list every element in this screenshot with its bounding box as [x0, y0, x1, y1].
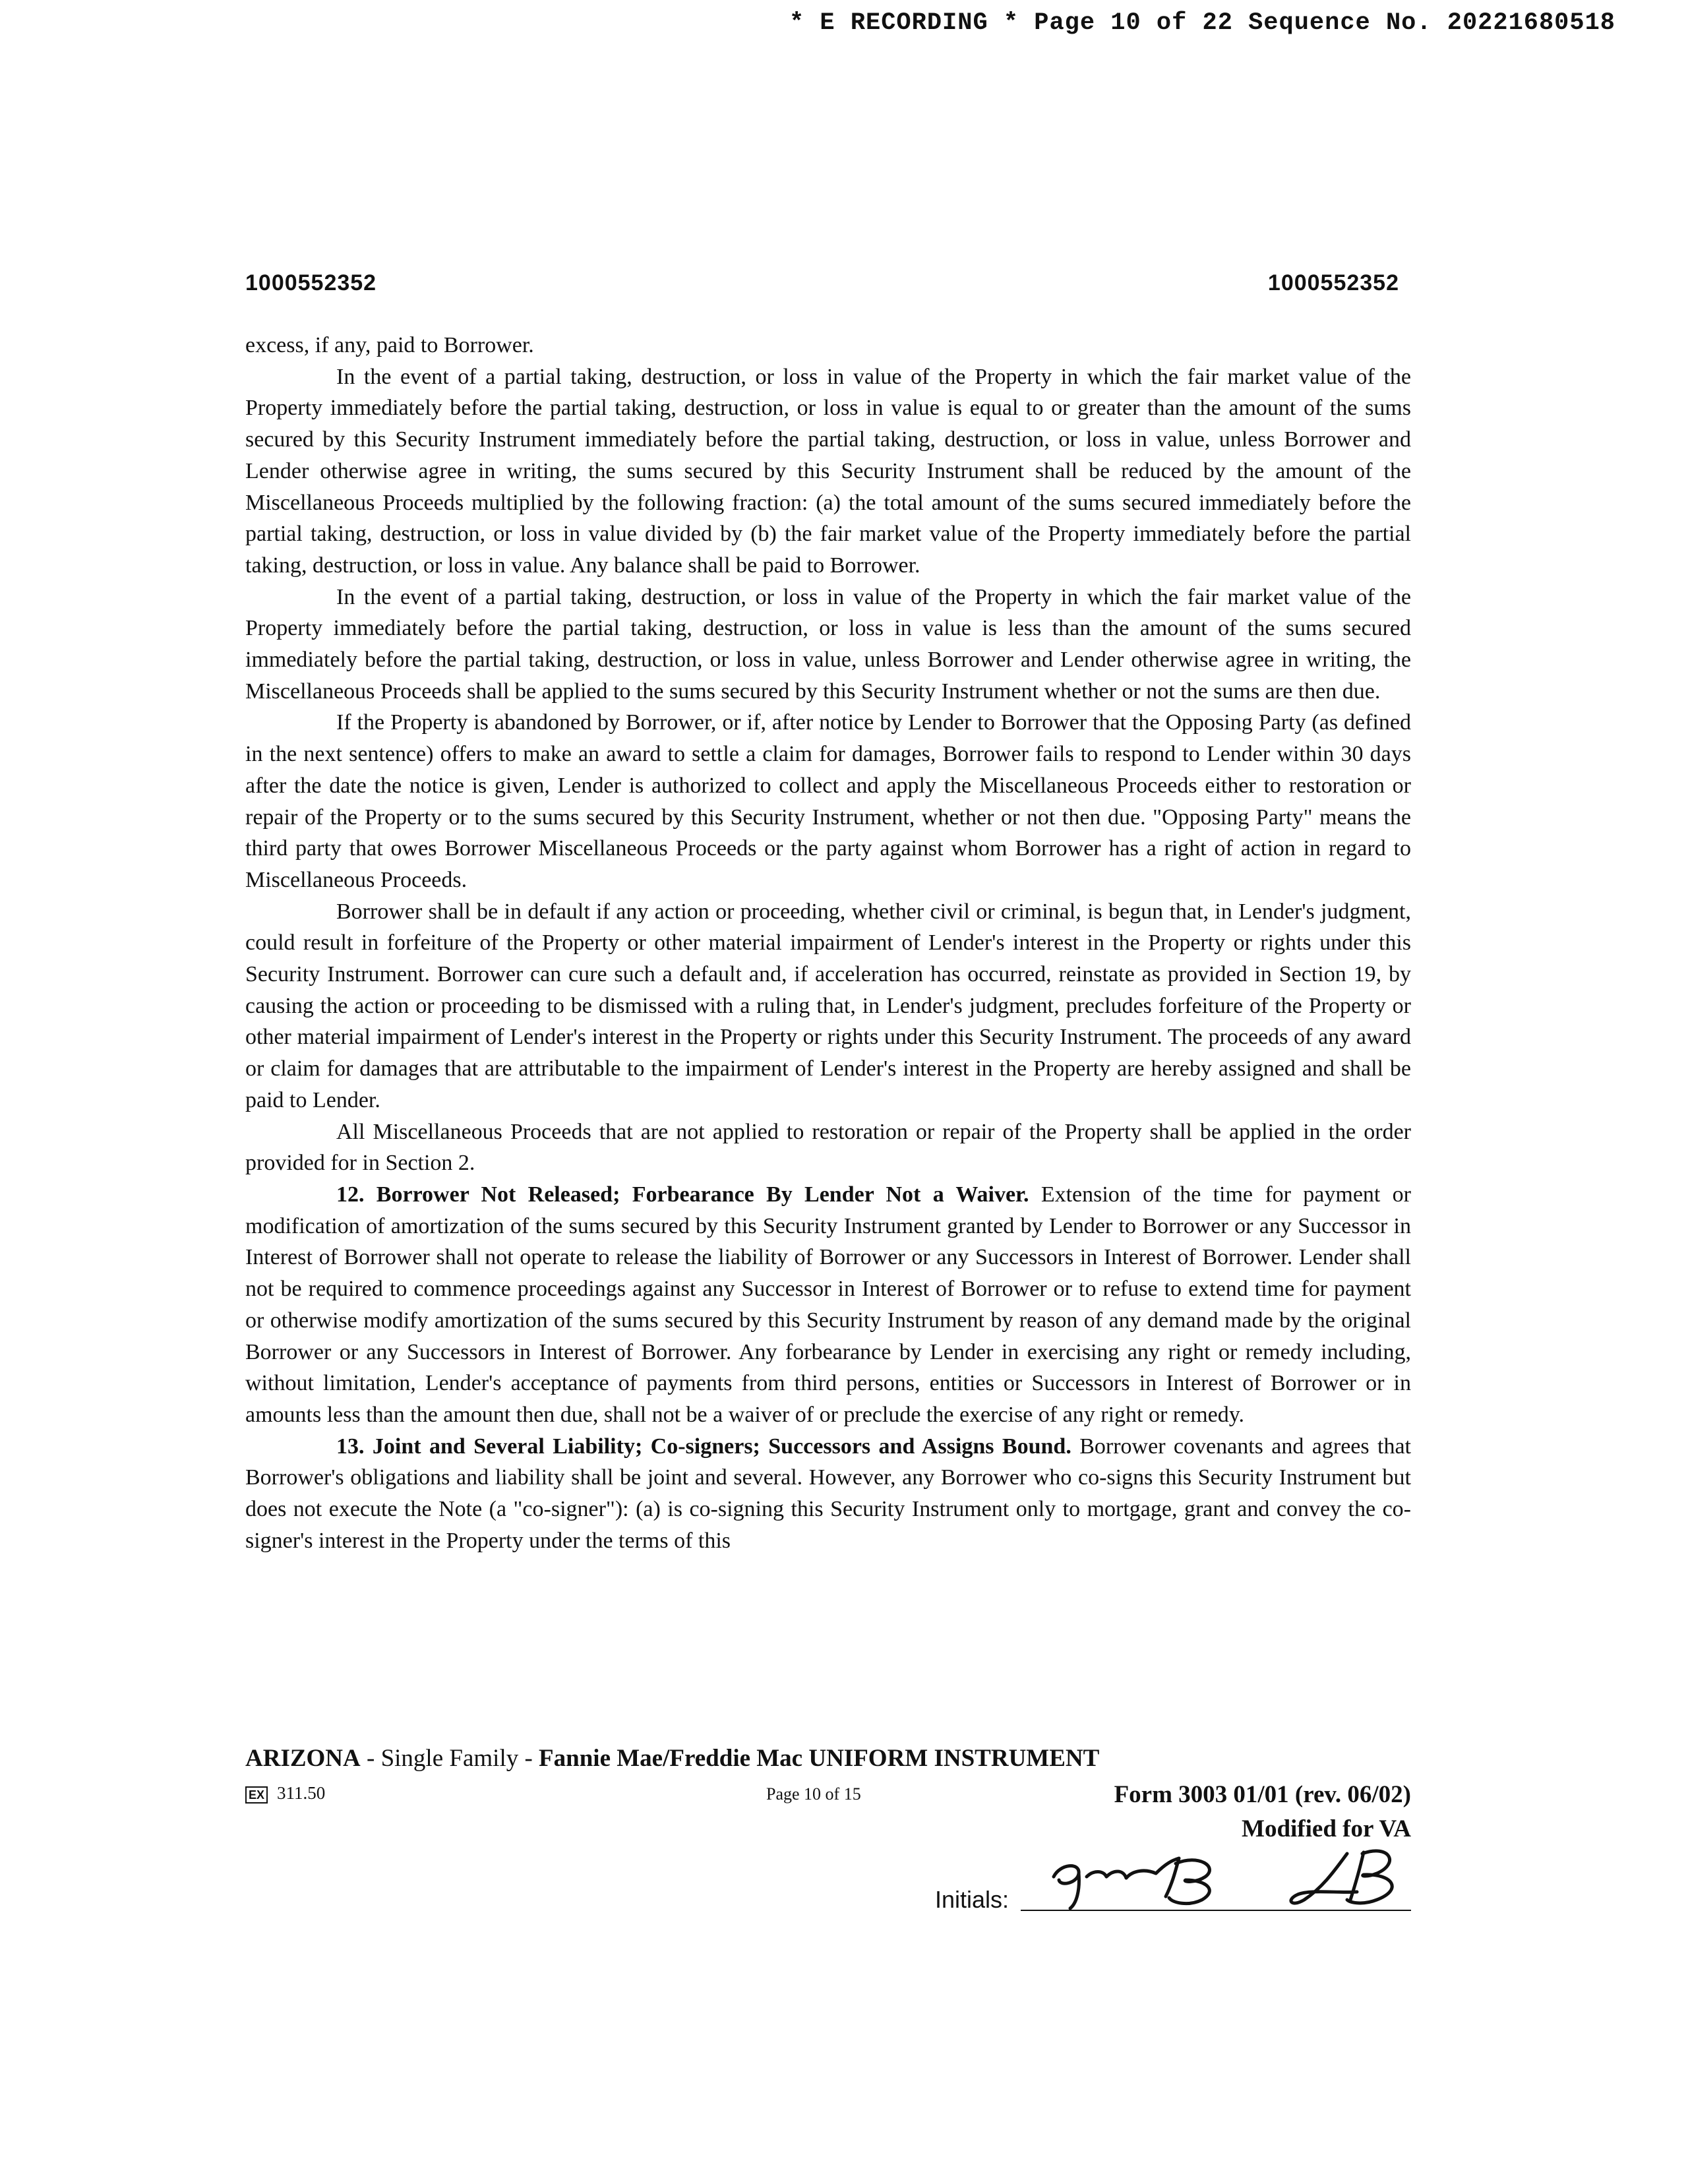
loan-number-right: 1000552352 — [1267, 270, 1399, 295]
paragraph-continuation: excess, if any, paid to Borrower. — [245, 333, 534, 357]
section-12-title: 12. Borrower Not Released; Forbearance By Lender Not a Waiver. — [336, 1182, 1029, 1207]
document-body — [245, 330, 1411, 1556]
footer-state: ARIZONA — [245, 1745, 361, 1772]
footer-family-type: - Single Family - — [360, 1745, 539, 1772]
paragraph-application-order: All Miscellaneous Proceeds that are not applied to restoration or repair of the Property shall be applied in the order provided for in Section 2. — [245, 1119, 1411, 1176]
footer-title — [245, 1744, 1099, 1773]
section-13-text: Borrower covenants and agrees that Borrower's obligations and liability shall be joint and several. However, any Borrower who co-signs this Security Instrument but does not execute the Note (a "co-signer"): (a) is co-signing this Security Instrument only to mortgage, grant and convey the co-signer's interest in the Property under the terms of this — [245, 1434, 1411, 1553]
loan-number-left: 1000552352 — [245, 270, 377, 295]
paragraph-default-proceeding: Borrower shall be in default if any action or proceeding, whether civil or criminal, is begun that, in Lender's judgment, could result in forfeiture of the Property or other material impairment of Lender's interest in the Property or rights under this Security Instrument. Borrower can cure such a default and, if acceleration has occurred, reinstate as provided in Section 19, by causing the action or proceeding to be dismissed with a ruling that, in Lender's judgment, precludes forfeiture of the Property or other material impairment of Lender's interest in the Property or rights under this Security Instrument. The proceeds of any award or claim for damages that are attributable to the impairment of Lender's interest in the Property are hereby assigned and shall be paid to Lender. — [245, 899, 1411, 1112]
section-12 — [245, 1179, 1411, 1431]
borrower-initials-signature — [1040, 1850, 1251, 1910]
modified-note: Modified for VA — [1242, 1815, 1411, 1842]
initials-label: Initials: — [935, 1886, 1010, 1913]
section-13 — [245, 1431, 1411, 1557]
paragraph-abandoned-property: If the Property is abandoned by Borrower, or if, after notice by Lender to Borrower that the Opposing Party (as defined in the next sentence) offers to make an award to settle a claim for damages, Borrower fails to respond to Lender within 30 days after the date the notice is given, Lender is authorized to collect and apply the Miscellaneous Proceeds either to restoration or repair of the Property or to the sums secured by this Security Instrument, whether or not then due. "Opposing Party" means the third party that owes Borrower Miscellaneous Proceeds or the party against whom Borrower has a right of action in regard to Miscellaneous Proceeds. — [245, 710, 1411, 892]
co-borrower-initials-signature — [1284, 1847, 1410, 1910]
page-number: Page 10 of 15 — [766, 1784, 861, 1804]
initials-block — [935, 1846, 1411, 1919]
initials-line — [1021, 1910, 1411, 1911]
form-code — [245, 1783, 325, 1804]
footer-uniform-instrument: Fannie Mae/Freddie Mac UNIFORM INSTRUMENT — [539, 1745, 1100, 1772]
section-13-title: 13. Joint and Several Liability; Co-signers; Successors and Assigns Bound. — [336, 1434, 1071, 1459]
footer-row — [245, 1780, 1411, 1813]
recording-header: * E RECORDING * Page 10 of 22 Sequence No. 20221680518 — [789, 9, 1615, 37]
paragraph-partial-taking-less: In the event of a partial taking, destruction, or loss in value of the Property in which the fair market value of the Property immediately before the partial taking, destruction, or loss in value is less than the amount of the sums secured immediately before the partial taking, destruction, or loss in value, unless Borrower and Lender otherwise agree in writing, the Miscellaneous Proceeds shall be applied to the sums secured by this Security Instrument whether or not the sums are then due. — [245, 584, 1411, 704]
form-code-number: 311.50 — [277, 1783, 326, 1803]
form-number: Form 3003 01/01 (rev. 06/02) — [1114, 1781, 1411, 1808]
paragraph-partial-taking-greater: In the event of a partial taking, destruction, or loss in value of the Property in which the fair market value of the Property immediately before the partial taking, destruction, or loss in value is equal to or greater than the amount of the sums secured by this Security Instrument immediately before the partial taking, destruction, or loss in value, unless Borrower and Lender otherwise agree in writing, the sums secured by this Security Instrument shall be reduced by the amount of the Miscellaneous Proceeds multiplied by the following fraction: (a) the total amount of the sums secured immediately before the partial taking, destruction, or loss in value divided by (b) the fair market value of the Property immediately before the partial taking, destruction, or loss in value. Any balance shall be paid to Borrower. — [245, 364, 1411, 578]
section-12-text: Extension of the time for payment or modification of amortization of the sums secured by this Security Instrument granted by Lender to Borrower or any Successor in Interest of Borrower shall not operate to release the liability of Borrower or any Successors in Interest of Borrower. Lender shall not be required to commence proceedings against any Successor in Interest of Borrower or to refuse to extend time for payment or otherwise modify amortization of the sums secured by this Security Instrument by reason of any demand made by the original Borrower or any Successors in Interest of Borrower. Any forbearance by Lender in exercising any right or remedy including, without limitation, Lender's acceptance of payments from third persons, entities or Successors in Interest of Borrower or in amounts less than the amount then due, shall not be a waiver of or preclude the exercise of any right or remedy. — [245, 1182, 1411, 1427]
form-logo-icon: EX — [245, 1786, 268, 1804]
